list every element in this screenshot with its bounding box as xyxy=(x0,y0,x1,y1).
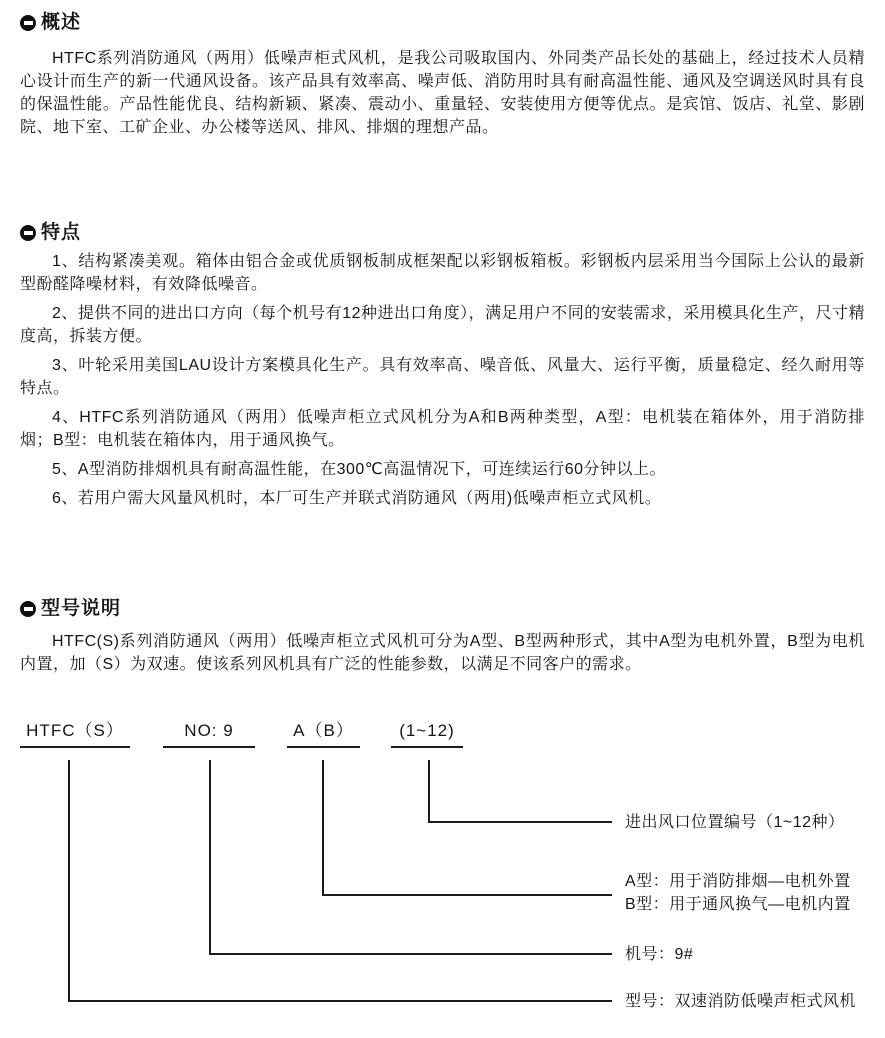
desc-type-a: A型：用于消防排烟—电机外置 xyxy=(625,873,851,890)
section-bullet-icon xyxy=(20,15,36,31)
overview-paragraph: HTFC系列消防通风（两用）低噪声柜式风机，是我公司吸取国内、外同类产品长处的基础上，经过技术人员精心设计而生产的新一代通风设备。该产品具有效率高、噪声低、消防用时具有耐高温性能、通风及空调送风时具有良的保温性能。产品性能优良、结构新颖、紧凑、震动小、重量轻、安装使用方便等优点。是宾馆、饭店、礼堂、影剧院、地下室、工矿企业、办公楼等送风、排风、排烟的理想产品。 xyxy=(20,50,865,136)
desc-outlet-position: 进出风口位置编号（1~12种） xyxy=(625,814,845,831)
overview-heading-text: 概述 xyxy=(41,12,82,33)
model-paragraph: HTFC(S)系列消防通风（两用）低噪声柜立式风机可分为A型、B型两种形式，其中A型为电机外置，B型为电机内置，加（S）为双速。使该系列风机具有广泛的性能参数，以满足不同客户的需求。 xyxy=(20,633,865,673)
model-code-diagram xyxy=(20,720,865,1015)
connector-line-outlet xyxy=(428,760,612,823)
feature-item-3: 3、叶轮采用美国LAU设计方案模具化生产。具有效率高、噪音低、风量大、运行平衡，质量稳定、经久耐用等特点。 xyxy=(20,357,865,397)
document-page xyxy=(0,12,885,1015)
feature-item-1: 1、结构紧凑美观。箱体由铝合金或优质钢板制成框架配以彩钢板箱板。彩钢板内层采用当今国际上公认的最新型酚醛降噪材料，有效降低噪音。 xyxy=(20,253,865,293)
feature-item-6: 6、若用户需大风量风机时，本厂可生产并联式消防通风（两用)低噪声柜立式风机。 xyxy=(52,490,662,507)
desc-fan-size: 机号：9# xyxy=(625,946,694,963)
section-bullet-icon xyxy=(20,225,36,241)
code-part-series: HTFC（S） xyxy=(20,720,130,748)
section-heading-overview xyxy=(20,12,865,34)
code-part-outlet: (1~12) xyxy=(391,720,463,748)
section-heading-features xyxy=(20,222,865,244)
desc-model-series: 型号：双速消防低噪声柜式风机 xyxy=(625,993,857,1010)
features-heading-text: 特点 xyxy=(41,222,82,243)
section-heading-model xyxy=(20,598,865,620)
code-part-size: NO: 9 xyxy=(163,720,255,748)
code-part-type: A（B） xyxy=(287,720,360,748)
desc-type-b: B型：用于通风换气—电机内置 xyxy=(625,896,851,913)
feature-item-4: 4、HTFC系列消防通风（两用）低噪声柜立式风机分为A和B两种类型，A型：电机装在箱体外，用于消防排烟；B型：电机装在箱体内，用于通风换气。 xyxy=(20,409,865,449)
section-bullet-icon xyxy=(20,601,36,617)
feature-item-2: 2、提供不同的进出口方向（每个机号有12种进出口角度），满足用户不同的安装需求，采用模具化生产，尺寸精度高，拆装方便。 xyxy=(20,305,865,345)
feature-item-5: 5、A型消防排烟机具有耐高温性能，在300℃高温情况下，可连续运行60分钟以上。 xyxy=(52,461,667,478)
model-heading-text: 型号说明 xyxy=(41,598,122,619)
